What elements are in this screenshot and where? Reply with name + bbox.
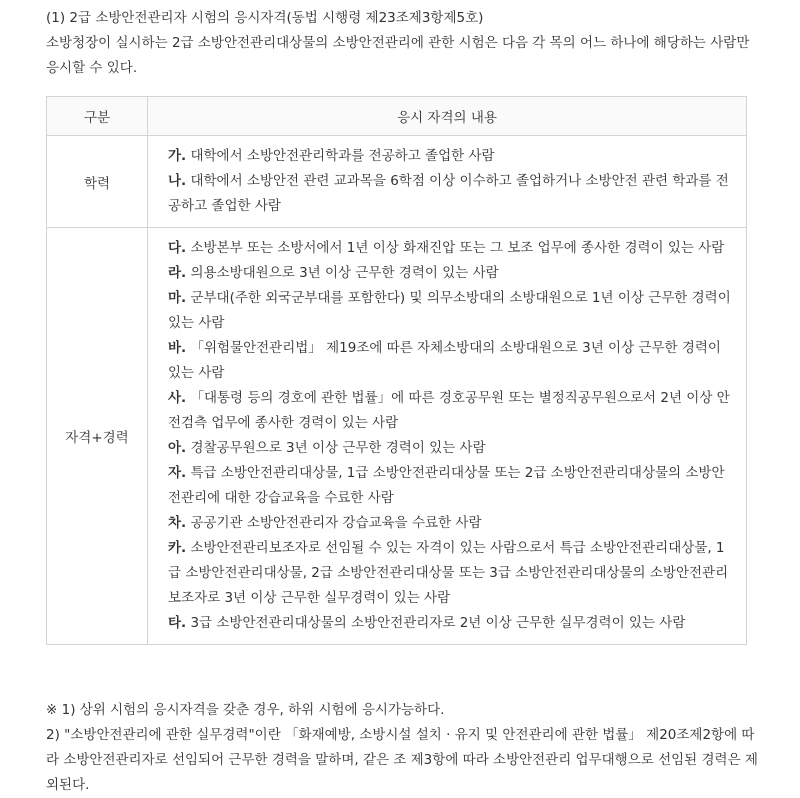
table-header-row: [47, 97, 747, 136]
list-item: [168, 169, 734, 219]
item-label: 타.: [168, 615, 187, 631]
item-text: 「위험물안전관리법」 제19조에 따른 자체소방대의 소방대원으로 3년 이상 근무한 경력이 있는 사람: [168, 340, 721, 381]
list-item: [168, 336, 734, 386]
item-label: 바.: [168, 340, 187, 356]
item-label: 자.: [168, 465, 187, 481]
item-label: 카.: [168, 540, 187, 556]
item-text: 소방안전관리보조자로 선임될 수 있는 자격이 있는 사람으로서 특급 소방안전관리대상물, 1급 소방안전관리대상물, 2급 소방안전관리대상물 또는 3급 소방안전관리대상물의 소방안전관리보조자로 3년 이상 근무한 실무경력이 있는 사람: [168, 540, 729, 606]
list-item: [168, 461, 734, 511]
note-2: 2) "소방안전관리에 관한 실무경력"이란 「화재예방, 소방시설 설치 · 유지 및 안전관리에 관한 법률」 제20조제2항에 따라 소방안전관리자로 선임되어 근무한 경력을 말하며, 같은 조 제3항에 따라 소방안전관리 업무대행으로 선임된 경력은 제외된다.: [46, 727, 758, 793]
item-text: 의용소방대원으로 3년 이상 근무한 경력이 있는 사람: [190, 265, 499, 281]
category-cell: 학력: [47, 136, 148, 228]
list-item: [168, 286, 734, 336]
item-text: 대학에서 소방안전관리학과를 전공하고 졸업한 사람: [190, 148, 495, 164]
item-text: 특급 소방안전관리대상물, 1급 소방안전관리대상물 또는 2급 소방안전관리대상물의 소방안전관리에 대한 강습교육을 수료한 사람: [168, 465, 725, 506]
list-item: [168, 236, 734, 261]
table-row-education: [47, 136, 747, 228]
content-cell: [148, 136, 747, 228]
list-item: [168, 144, 734, 169]
item-label: 차.: [168, 515, 187, 531]
list-item: [168, 386, 734, 436]
section-heading: (1) 2급 소방안전관리자 시험의 응시자격(동법 시행령 제23조제3항제5호): [46, 10, 484, 26]
eligibility-table: [46, 96, 747, 645]
item-text: 소방본부 또는 소방서에서 1년 이상 화재진압 또는 그 보조 업무에 종사한 경력이 있는 사람: [190, 240, 725, 256]
list-item: [168, 611, 734, 636]
item-label: 가.: [168, 148, 187, 164]
header-content: 응시 자격의 내용: [148, 97, 747, 136]
item-label: 나.: [168, 173, 187, 189]
list-item: [168, 436, 734, 461]
table-row-qualification-experience: [47, 228, 747, 645]
item-text: 대학에서 소방안전 관련 교과목을 6학점 이상 이수하고 졸업하거나 소방안전 관련 학과를 전공하고 졸업한 사람: [168, 173, 729, 214]
item-label: 사.: [168, 390, 187, 406]
list-item: [168, 261, 734, 286]
item-text: 3급 소방안전관리대상물의 소방안전관리자로 2년 이상 근무한 실무경력이 있는 사람: [190, 615, 686, 631]
item-text: 「대통령 등의 경호에 관한 법률」에 따른 경호공무원 또는 별정직공무원으로서 2년 이상 안전검측 업무에 종사한 경력이 있는 사람: [168, 390, 730, 431]
item-label: 아.: [168, 440, 187, 456]
item-label: 마.: [168, 290, 187, 306]
item-text: 경찰공무원으로 3년 이상 근무한 경력이 있는 사람: [190, 440, 486, 456]
intro-paragraph: 소방청장이 실시하는 2급 소방안전관리대상물의 소방안전관리에 관한 시험은 다음 각 목의 어느 하나에 해당하는 사람만 응시할 수 있다.: [46, 35, 750, 76]
content-cell: [148, 228, 747, 645]
item-text: 군부대(주한 외국군부대를 포함한다) 및 의무소방대의 소방대원으로 1년 이상 근무한 경력이 있는 사람: [168, 290, 731, 331]
item-text: 공공기관 소방안전관리자 강습교육을 수료한 사람: [190, 515, 482, 531]
item-label: 다.: [168, 240, 187, 256]
note-1: ※ 1) 상위 시험의 응시자격을 갖춘 경우, 하위 시험에 응시가능하다.: [46, 702, 445, 718]
category-cell: 자격+경력: [47, 228, 148, 645]
list-item: [168, 536, 734, 611]
notes-section: [46, 698, 758, 798]
header-category: 구분: [47, 97, 148, 136]
intro-section: [46, 6, 756, 81]
list-item: [168, 511, 734, 536]
item-label: 라.: [168, 265, 187, 281]
